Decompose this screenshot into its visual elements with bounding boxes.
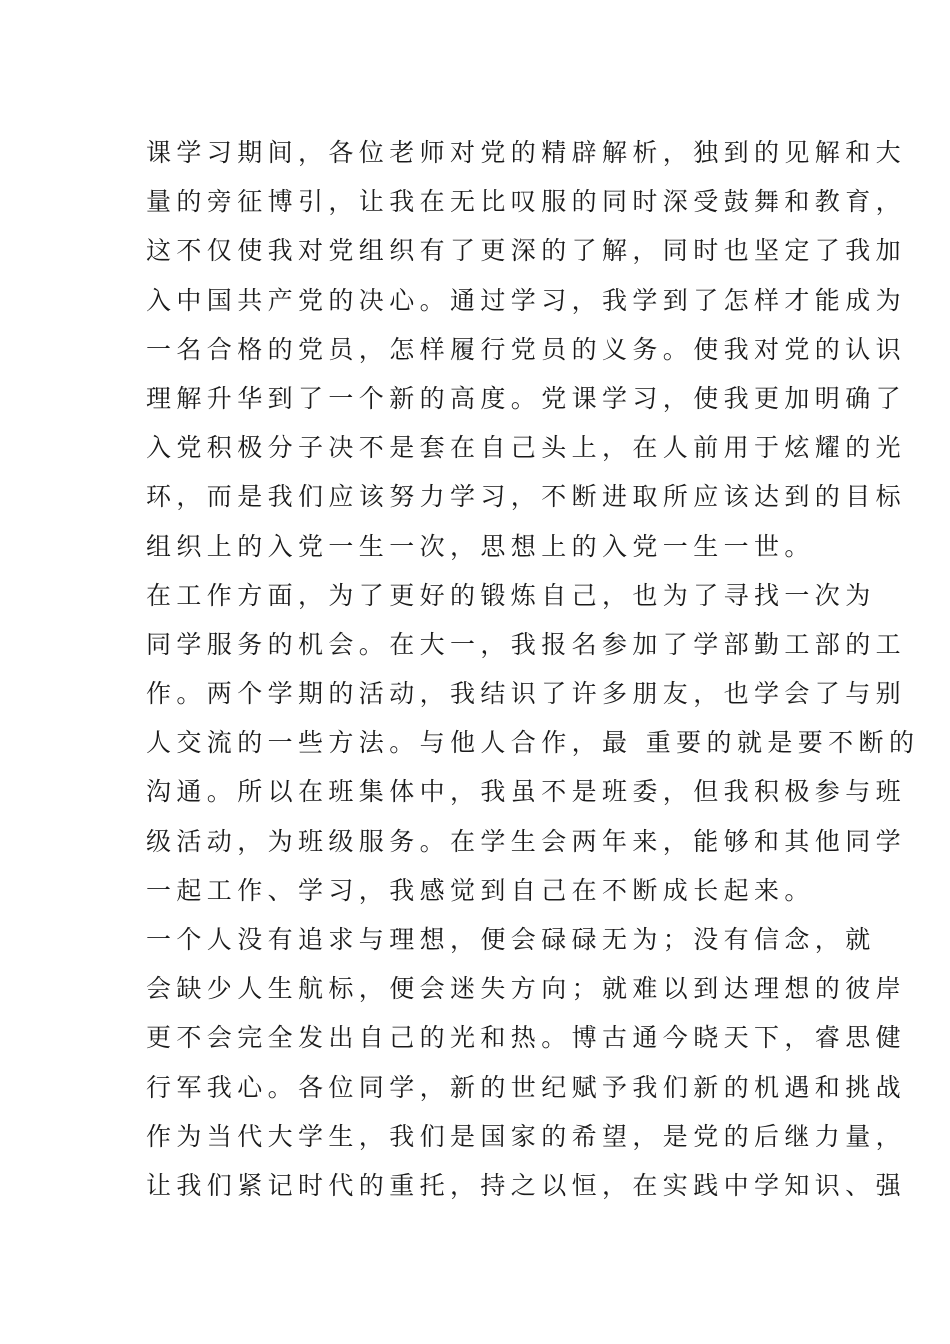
- text-line: 人交流的一些方法。与他人合作，最 重要的就是要不断的: [146, 728, 920, 758]
- text-line: 行军我心。各位同学，新的世纪赋予我们新的机遇和挑战: [146, 1072, 907, 1102]
- text-line: 一个人没有追求与理想，便会碌碌无为；没有信念，就: [146, 925, 876, 954]
- text-line: 同学服务的机会。在大一，我报名参加了学部勤工部的工: [146, 629, 907, 659]
- text-line: 更不会完全发出自己的光和热。博古通今晓天下，睿思健: [146, 1023, 907, 1053]
- text-line: 入党积极分子决不是套在自己头上，在人前用于炫耀的光: [146, 433, 907, 463]
- text-line: 量的旁征博引，让我在无比叹服的同时深受鼓舞和教育，: [146, 187, 907, 217]
- document-body: [146, 128, 920, 1210]
- text-line: 这不仅使我对党组织有了更深的了解，同时也坚定了我加: [146, 236, 907, 266]
- text-line: 组织上的入党一生一次，思想上的入党一生一世。: [146, 531, 815, 561]
- text-line: 会缺少人生航标，便会迷失方向；就难以到达理想的彼岸: [146, 974, 907, 1004]
- text-line: 理解升华到了一个新的高度。党课学习，使我更加明确了: [146, 383, 907, 413]
- text-line: 沟通。所以在班集体中，我虽不是班委，但我积极参与班: [146, 777, 907, 807]
- text-line: 级活动，为班级服务。在学生会两年来，能够和其他同学: [146, 826, 907, 856]
- text-line: 作为当代大学生，我们是国家的希望，是党的后继力量，: [146, 1121, 907, 1151]
- text-line: 环，而是我们应该努力学习，不断进取所应该达到的目标: [146, 482, 907, 512]
- text-line: 在工作方面，为了更好的锻炼自己，也为了寻找一次为: [146, 580, 876, 610]
- text-line: 一名合格的党员，怎样履行党员的义务。使我对党的认识: [146, 334, 907, 364]
- text-line: 课学习期间，各位老师对党的精辟解析，独到的见解和大: [146, 138, 907, 167]
- text-line: 作。两个学期的活动，我结识了许多朋友，也学会了与别: [146, 679, 907, 709]
- text-line: 让我们紧记时代的重托，持之以恒，在实践中学知识、强: [146, 1170, 907, 1200]
- text-line: 入中国共产党的决心。通过学习，我学到了怎样才能成为: [146, 285, 907, 315]
- text-line: 一起工作、学习，我感觉到自己在不断成长起来。: [146, 875, 815, 905]
